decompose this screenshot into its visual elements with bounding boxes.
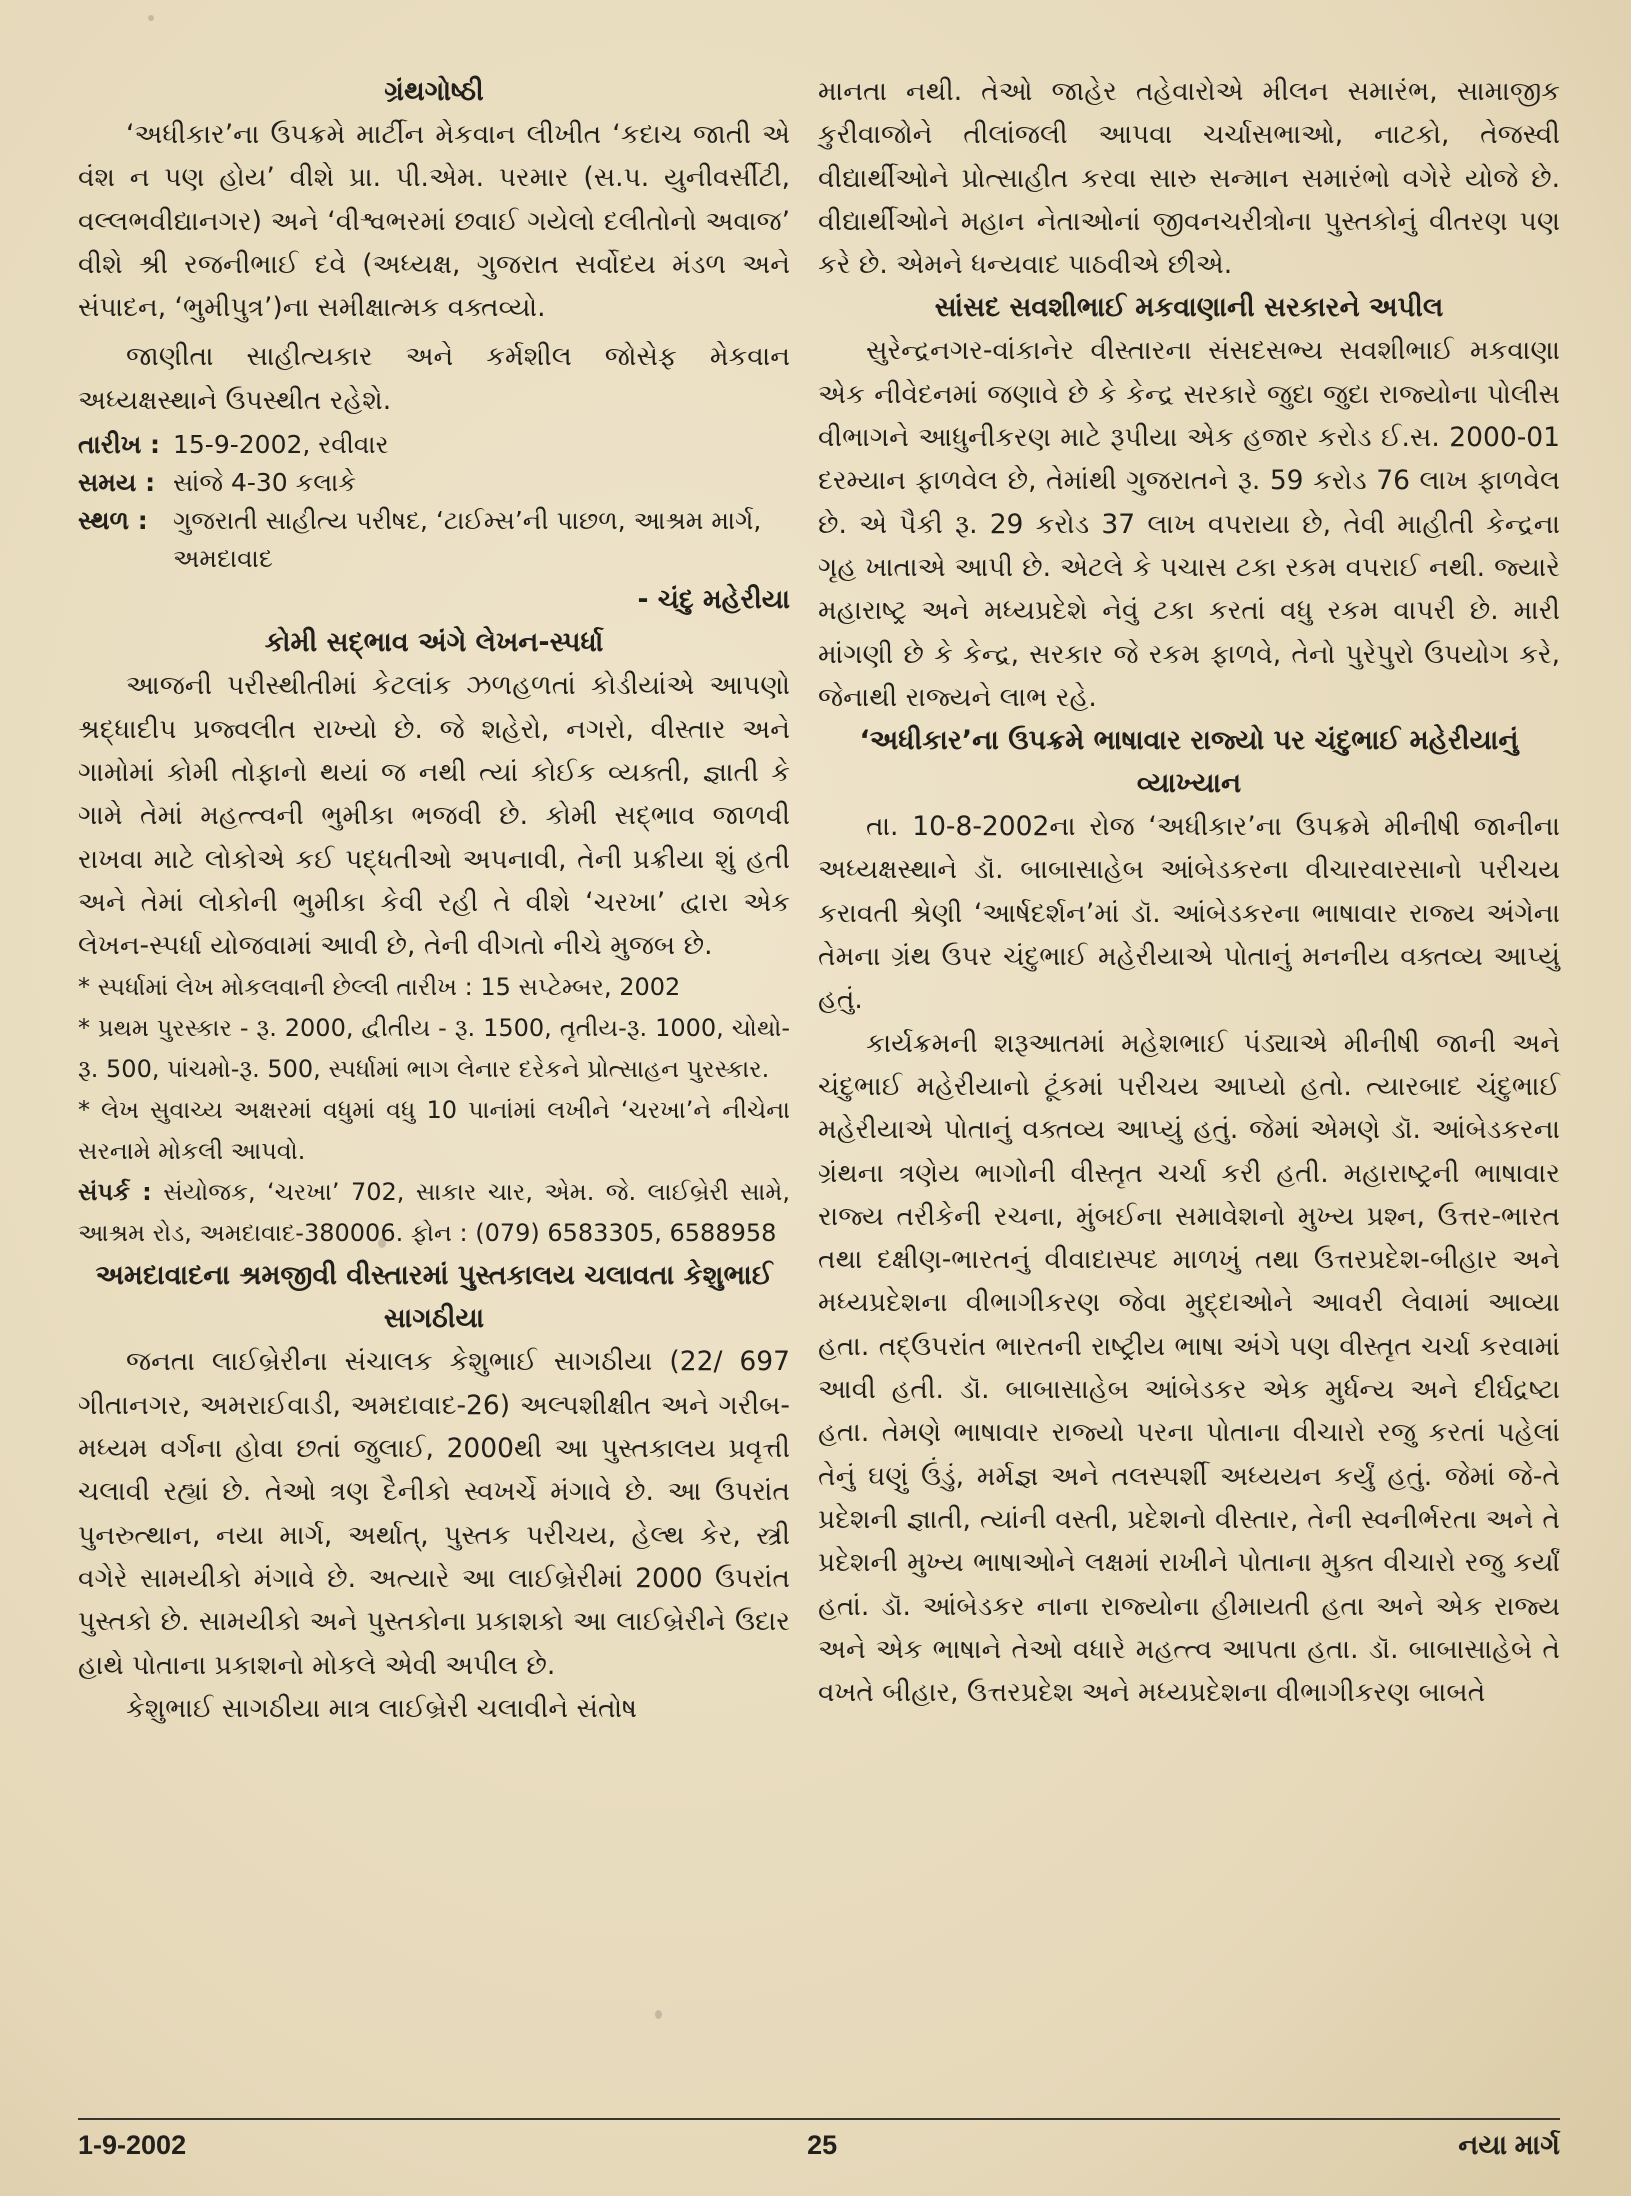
time-value: સાંજે 4-30 કલાકે bbox=[173, 468, 356, 498]
right-column bbox=[818, 70, 1560, 1714]
ink-smudge bbox=[655, 2010, 662, 2019]
section-heading-library: અમદાવાદના શ્રમજીવી વીસ્તારમાં પુસ્તકાલય ચલાવતા કેશુભાઈ સાગઠીયા bbox=[95, 1260, 773, 1335]
section-heading-essay-competition: કોમી સદ્‌ભાવ અંગે લેખન-સ્પર્ધા bbox=[264, 627, 604, 659]
page-footer bbox=[78, 2130, 1560, 2162]
date-value: 15-9-2002, રવીવાર bbox=[173, 430, 389, 460]
place-label: સ્થળ : bbox=[78, 506, 148, 536]
magazine-name: નયા માર્ગ bbox=[1458, 2130, 1560, 2160]
contact-label: સંપર્ક : bbox=[78, 1178, 152, 1207]
paragraph: ‘અધીકાર’ના ઉપક્રમે માર્ટીન મેકવાન લીખીત ‘કદાચ જાતી એ વંશ ન પણ હોય’ વીશે પ્રા. પી.એમ. પરમાર (સ.પ. યુનીવર્સીટી, વલ્લભવીદ્યાનગર) અને ‘વીશ્વભરમાં છવાઈ ગયેલો દલીતોનો અવાજ’ વીશે શ્રી રજનીભાઈ દવે (અધ્યક્ષ, ગુજરાત સર્વોદય મંડળ અને સંપાદન, ‘ભુમીપુત્ર’)ના સમીક્ષાત્મક વક્તવ્યો. bbox=[78, 119, 790, 324]
page-number: 25 bbox=[807, 2130, 838, 2160]
time-label: સમય : bbox=[78, 468, 156, 498]
paragraph: માનતા નથી. તેઓ જાહેર તહેવારોએ મીલન સમારંભ, સામાજીક કુરીવાજોને તીલાંજલી આપવા ચર્ચાસભાઓ, નાટકો, તેજસ્વી વીદ્યાર્થીઓને પ્રોત્સાહીત કરવા સારુ સન્માન સમારંભો વગેરે યોજે છે. વીદ્યાર્થીઓને મહાન નેતાઓનાં જીવનચરીત્રોના પુસ્તકોનું વીતરણ પણ કરે છે. એમને ધન્યવાદ પાઠવીએ છીએ. bbox=[818, 76, 1560, 281]
paragraph: સુરેન્દ્રનગર-વાંકાનેર વીસ્તારના સંસદસભ્ય સવશીભાઈ મકવાણા એક નીવેદનમાં જણાવે છે કે કેન્દ્ર સરકારે જુદા જુદા રાજ્યોના પોલીસ વીભાગને આધુનીકરણ માટે રૂપીયા એક હજાર કરોડ ઈ.સ. 2000-01 દરમ્યાન ફાળવેલ છે, તેમાંથી ગુજરાતને રૂ. 59 કરોડ 76 લાખ ફાળવેલ છે. એ પૈકી રૂ. 29 કરોડ 37 લાખ વપરાયા છે, તેવી માહીતી કેન્દ્રના ગૃહ ખાતાએ આપી છે. એટલે કે પચાસ ટકા રકમ વપરાઈ નથી. જ્યારે મહારાષ્ટ્ર અને મધ્યપ્રદેશે નેવું ટકા કરતાં વધુ રકમ વાપરી છે. મારી માંગણી છે કે કેન્દ્ર, સરકાર જે રકમ ફાળવે, તેનો પુરેપુરો ઉપયોગ કરે, જેનાથી રાજ્યને લાભ રહે. bbox=[818, 335, 1560, 713]
ink-smudge bbox=[148, 15, 154, 21]
list-item: * સ્પર્ધામાં લેખ મોકલવાની છેલ્લી તારીખ : 15 સપ્ટેમ્બર, 2002 bbox=[78, 973, 681, 1002]
paragraph: તા. 10-8-2002ના રોજ ‘અધીકાર’ના ઉપક્રમે મીનીષી જાનીના અધ્યક્ષસ્થાને ડૉ. બાબાસાહેબ આંબેડકરના વીચારવારસાનો પરીચય કરાવતી શ્રેણી ‘આર્ષદર્શન’માં ડૉ. આંબેડકરના ભાષાવાર રાજ્ય અંગેના તેમના ગ્રંથ ઉપર ચંદુભાઈ મહેરીયાએ પોતાનું મનનીય વક્તવ્ય આપ્યું હતું. bbox=[818, 811, 1560, 1016]
event-details bbox=[78, 426, 790, 578]
left-column bbox=[78, 70, 790, 1730]
place-value: ગુજરાતી સાહીત્ય પરીષદ, ‘ટાઈમ્સ’ની પાછળ, આશ્રમ માર્ગ, અમદાવાદ bbox=[173, 506, 762, 574]
date-label: તારીખ : bbox=[78, 430, 161, 460]
section-heading-lecture: ‘અધીકાર’ના ઉપક્રમે ભાષાવાર રાજ્યો પર ચંદુભાઈ મહેરીયાનું વ્યાખ્યાન bbox=[859, 725, 1519, 800]
list-item: * પ્રથમ પુરસ્કાર - રૂ. 2000, દ્વીતીય - રૂ. 1500, તૃતીય-રૂ. 1000, ચોથો-રૂ. 500, પાંચમો-રૂ. 500, સ્પર્ધામાં ભાગ લેનાર દરેકને પ્રોત્સાહન પુરસ્કાર. bbox=[78, 1014, 790, 1084]
issue-date: 1-9-2002 bbox=[78, 2130, 187, 2160]
paragraph: જાણીતા સાહીત્યકાર અને કર્મશીલ જોસેફ મેકવાન અધ્યક્ષસ્થાને ઉપસ્થીત રહેશે. bbox=[78, 341, 790, 416]
contact-info bbox=[78, 1172, 790, 1254]
footer-rule bbox=[78, 2118, 1560, 2120]
contact-value: સંયોજક, ‘ચરખા’ 702, સાકાર ચાર, એમ. જે. લાઈબ્રેરી સામે, આશ્રમ રોડ, અમદાવાદ-380006. ફોન : (079) 6583305, 6588958 bbox=[78, 1178, 791, 1248]
paragraph: આજની પરીસ્થીતીમાં કેટલાંક ઝળહળતાં કોડીયાંએ આપણો શ્રદ્ધાદીપ પ્રજ્વલીત રાખ્યો છે. જે શહેરો, નગરો, વીસ્તાર અને ગામોમાં કોમી તોફાનો થયાં જ નથી ત્યાં કોઈક વ્યક્તી, જ્ઞાતી કે ગામે તેમાં મહત્ત્વની ભુમીકા ભજવી છે. કોમી સદ્‌ભાવ જાળવી રાખવા માટે લોકોએ કઈ પદ્ધતીઓ અપનાવી, તેની પ્રક્રીયા શું હતી અને તેમાં લોકોની ભુમીકા કેવી રહી તે વીશે ‘ચરખા’ દ્વારા એક લેખન-સ્પર્ધા યોજવામાં આવી છે, તેની વીગતો નીચે મુજબ છે. bbox=[78, 670, 790, 962]
section-heading-mp-appeal: સાંસદ સવશીભાઈ મકવાણાની સરકારને અપીલ bbox=[934, 292, 1444, 324]
paragraph: કેશુભાઈ સાગઠીયા માત્ર લાઈબ્રેરી ચલાવીને સંતોષ bbox=[126, 1692, 637, 1724]
paragraph: જનતા લાઈબ્રેરીના સંચાલક કેશુભાઈ સાગઠીયા (22/ 697 ગીતાનગર, અમરાઈવાડી, અમદાવાદ-26) અલ્પશીક્ષીત અને ગરીબ-મધ્યમ વર્ગના હોવા છતાં જુલાઈ, 2000થી આ પુસ્તકાલય પ્રવૃત્તી ચલાવી રહ્યાં છે. તેઓ ત્રણ દૈનીકો સ્વખર્ચે મંગાવે છે. આ ઉપરાંત પુનરુત્થાન, નયા માર્ગ, અર્થાત્, પુસ્તક પરીચય, હેલ્થ કેર, સ્ત્રી વગેરે સામયીકો મંગાવે છે. અત્યારે આ લાઈબ્રેરીમાં 2000 ઉપરાંત પુસ્તકો છે. સામયીકો અને પુસ્તકોના પ્રકાશકો આ લાઈબ્રેરીને ઉદાર હાથે પોતાના પ્રકાશનો મોકલે એવી અપીલ છે. bbox=[78, 1346, 790, 1681]
section-heading-granthgoshthi: ગ્રંથગોષ્ઠી bbox=[384, 76, 484, 107]
list-item: * લેખ સુવાચ્ય અક્ષરમાં વધુમાં વધુ 10 પાનાંમાં લખીને ‘ચરખા’ને નીચેના સરનામે મોકલી આપવો. bbox=[78, 1096, 790, 1166]
paragraph: કાર્યક્રમની શરૂઆતમાં મહેશભાઈ પંડ્યાએ મીનીષી જાની અને ચંદુભાઈ મહેરીયાનો ટૂંકમાં પરીચય આપ્યો હતો. ત્યારબાદ ચંદુભાઈ મહેરીયાએ પોતાનું વક્તવ્ય આપ્યું હતું. જેમાં એમણે ડૉ. આંબેડકરના ગ્રંથના ત્રણેય ભાગોની વીસ્તૃત ચર્ચા કરી હતી. મહારાષ્ટ્રની ભાષાવાર રાજ્ય તરીકેની રચના, મુંબઈના સમાવેશનો મુખ્ય પ્રશ્ન, ઉત્તર-ભારત તથા દક્ષીણ-ભારતનું વીવાદાસ્પદ માળખું તથા ઉત્તરપ્રદેશ-બીહાર અને મધ્યપ્રદેશના વીભાગીકરણ જેવા મુદ્દાઓને આવરી લેવામાં આવ્યા હતા. તદ્‌ઉપરાંત ભારતની રાષ્ટ્રીય ભાષા અંગે પણ વીસ્તૃત ચર્ચા કરવામાં આવી હતી. ડૉ. બાબાસાહેબ આંબેડકર એક મુર્ધન્ય અને દીર્ઘદ્રષ્ટા હતા. તેમણે ભાષાવાર રાજ્યો પરના પોતાના વીચારો રજુ કરતાં પહેલાં તેનું ઘણું ઉંડું, મર્મજ્ઞ અને તલસ્પર્શી અધ્યયન કર્યું હતું. જેમાં જે-તે પ્રદેશની જ્ઞાતી, ત્યાંની વસ્તી, પ્રદેશનો વીસ્તાર, તેની સ્વનીર્ભરતા અને તે પ્રદેશની મુખ્ય ભાષાઓને લક્ષમાં રાખીને પોતાના મુક્ત વીચારો રજુ કર્યાં હતાં. ડૉ. આંબેડકર નાના રાજ્યોના હીમાયતી હતા અને એક રાજ્ય અને એક ભાષાને તેઓ વધારે મહત્ત્વ આપતા હતા. ડૉ. બાબાસાહેબે તે વખતે બીહાર, ઉત્તરપ્રદેશ અને મધ્યપ્રદેશના વીભાગીકરણ બાબતે bbox=[818, 1027, 1560, 1709]
signature: - ચંદુ મહેરીયા bbox=[637, 584, 790, 616]
